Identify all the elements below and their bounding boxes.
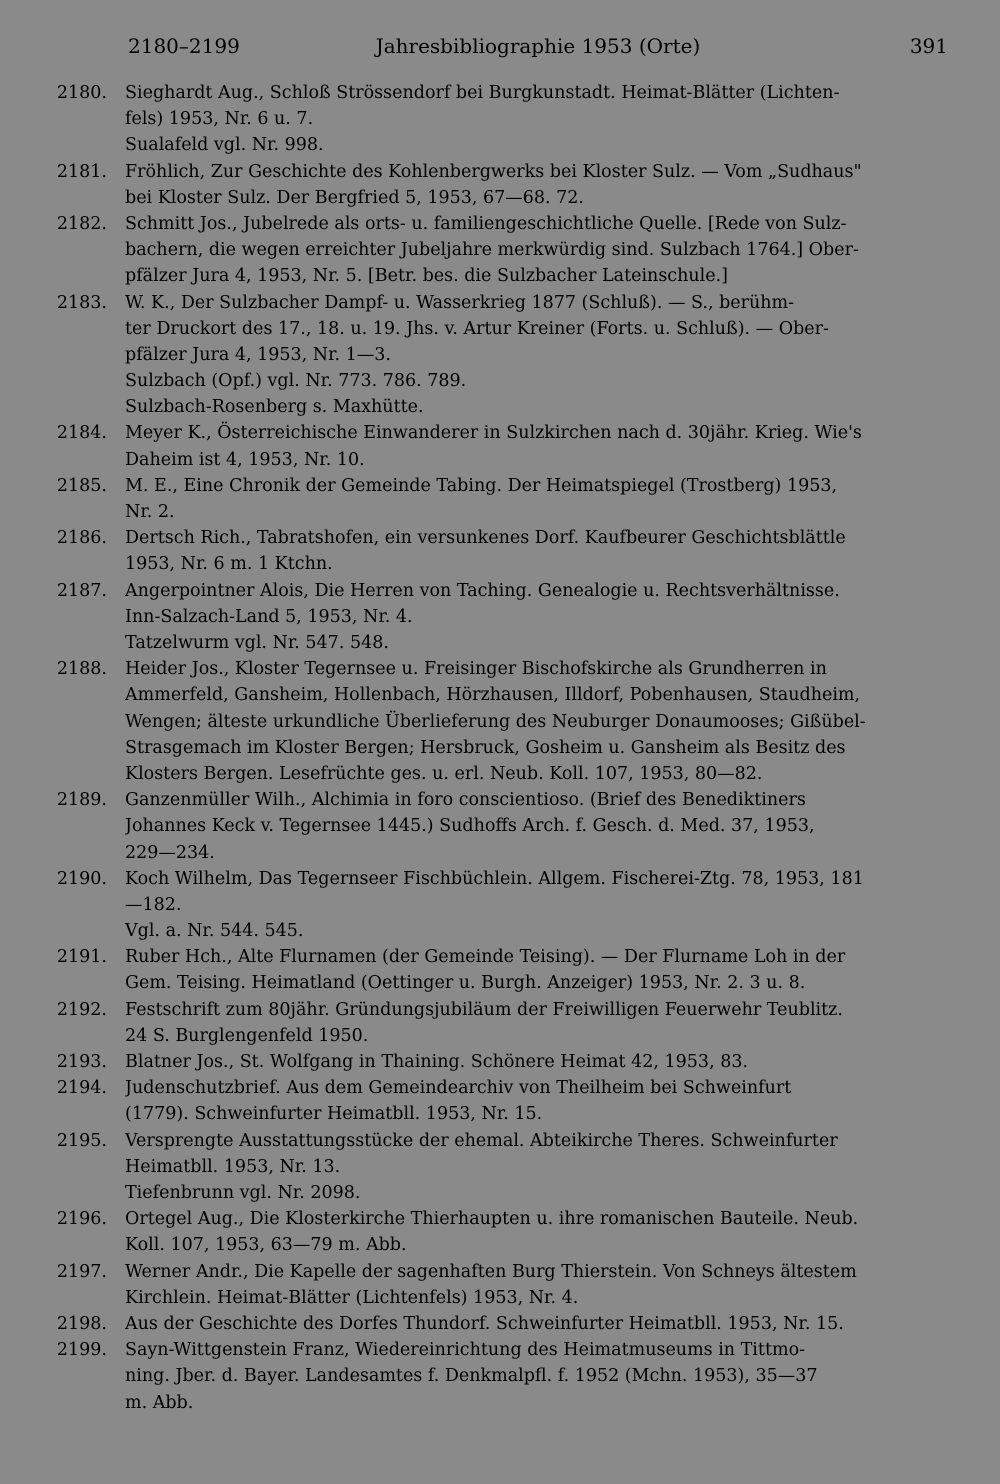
entry-number: 2186. — [56, 528, 107, 549]
entry-line: Heider Jos., Kloster Tegernsee u. Freisinger Bischofskirche als Grundherren in — [125, 659, 827, 680]
cross-reference-text: Sualafeld vgl. Nr. 998. — [125, 135, 324, 156]
entry-text — [125, 420, 948, 472]
bibliography-entry — [0, 211, 1000, 290]
entry-line: Schmitt Jos., Jubelrede als orts- u. familiengeschichtliche Quelle. [Rede von Sulz- — [125, 213, 847, 234]
entry-line: Kirchlein. Heimat-Blätter (Lichtenfels) 1953, Nr. 4. — [125, 1287, 579, 1308]
entry-line: m. Abb. — [125, 1392, 194, 1413]
cross-reference-text: Tatzelwurm vgl. Nr. 547. 548. — [125, 632, 389, 653]
entry-number: 2199. — [56, 1340, 107, 1361]
bibliography-entry — [0, 656, 1000, 787]
cross-reference-text: Vgl. a. Nr. 544. 545. — [125, 921, 304, 942]
entry-line: ning. Jber. d. Bayer. Landesamtes f. Denkmalpfl. f. 1952 (Mchn. 1953), 35—37 — [125, 1366, 818, 1387]
indent-spacer — [0, 918, 125, 944]
entry-line: —182. — [125, 894, 182, 915]
entry-number: 2183. — [56, 292, 107, 313]
entry-line: Ruber Hch., Alte Flurnamen (der Gemeinde Teising). — Der Flurname Loh in der — [125, 947, 846, 968]
bibliography-entry — [0, 1206, 1000, 1258]
page-number: 391 — [909, 34, 948, 58]
entry-line: pfälzer Jura 4, 1953, Nr. 5. [Betr. bes. die Sulzbacher Lateinschule.] — [125, 266, 728, 287]
entry-number: 2194. — [56, 1078, 107, 1099]
entry-line: Ammerfeld, Gansheim, Hollenbach, Hörzhausen, Illdorf, Pobenhausen, Staudheim, — [125, 685, 861, 706]
entry-line: pfälzer Jura 4, 1953, Nr. 1—3. — [125, 344, 391, 365]
entry-line: Heimatbll. 1953, Nr. 13. — [125, 1156, 341, 1177]
entry-line: Dertsch Rich., Tabratshofen, ein versunkenes Dorf. Kaufbeurer Geschichtsblättle — [125, 528, 846, 549]
entry-line: M. E., Eine Chronik der Gemeinde Tabing. Der Heimatspiegel (Trostberg) 1953, — [125, 475, 838, 496]
entry-text — [125, 997, 948, 1049]
entry-number: 2187. — [56, 580, 107, 601]
entry-text — [125, 866, 948, 918]
cross-reference — [0, 368, 1000, 394]
entry-line: Sieghardt Aug., Schloß Strössendorf bei Burgkunstadt. Heimat-Blätter (Lichten- — [125, 83, 840, 103]
bibliography-entry — [0, 578, 1000, 630]
entry-line: ter Druckort des 17., 18. u. 19. Jhs. v. Artur Kreiner (Forts. u. Schluß). — Ober- — [125, 318, 829, 339]
bibliography-entry — [0, 80, 1000, 132]
entry-line: Versprengte Ausstattungsstücke der ehemal. Abteikirche Theres. Schweinfurter — [125, 1130, 838, 1151]
entry-number: 2189. — [56, 790, 107, 811]
bibliography-list — [0, 80, 1000, 1416]
entry-number: 2182. — [56, 213, 107, 234]
entry-number: 2190. — [56, 868, 107, 889]
cross-reference-text: Sulzbach (Opf.) vgl. Nr. 773. 786. 789. — [125, 371, 467, 392]
entry-line: Gem. Teising. Heimatland (Oettinger u. Burgh. Anzeiger) 1953, Nr. 2. 3 u. 8. — [125, 973, 806, 994]
entry-number: 2181. — [56, 161, 107, 182]
entry-line: bachern, die wegen erreichter Jubeljahre merkwürdig sind. Sulzbach 1764.] Ober- — [125, 240, 859, 261]
entry-line: (1779). Schweinfurter Heimatbll. 1953, Nr. 15. — [125, 1104, 543, 1125]
entry-number: 2198. — [56, 1313, 107, 1334]
entry-line: Johannes Keck v. Tegernsee 1445.) Sudhoffs Arch. f. Gesch. d. Med. 37, 1953, — [125, 816, 815, 837]
bibliography-entry — [0, 944, 1000, 996]
bibliography-entry — [0, 1128, 1000, 1180]
entry-line: Festschrift zum 80jähr. Gründungsjubiläum der Freiwilligen Feuerwehr Teublitz. — [125, 999, 843, 1020]
entry-text — [125, 211, 948, 290]
entry-number: 2197. — [56, 1261, 107, 1282]
entry-line: Inn-Salzach-Land 5, 1953, Nr. 4. — [125, 606, 413, 627]
entry-text — [125, 656, 948, 787]
cross-reference — [0, 394, 1000, 420]
entry-range: 2180–2199 — [128, 34, 240, 58]
indent-spacer — [0, 1180, 125, 1206]
entry-line: 229—234. — [125, 842, 215, 863]
bibliography-entry — [0, 473, 1000, 525]
entry-text — [125, 1075, 948, 1127]
cross-reference — [0, 1180, 1000, 1206]
cross-reference — [0, 132, 1000, 158]
bibliography-entry — [0, 525, 1000, 577]
entry-number: 2184. — [56, 423, 107, 444]
entry-line: 24 S. Burglengenfeld 1950. — [125, 1025, 369, 1046]
entry-text — [125, 787, 948, 866]
entry-number: 2188. — [56, 659, 107, 680]
bibliography-entry — [0, 1311, 1000, 1337]
entry-text — [125, 290, 948, 369]
cross-reference-text: Sulzbach-Rosenberg s. Maxhütte. — [125, 397, 424, 418]
bibliography-entry — [0, 290, 1000, 369]
entry-text — [125, 1259, 948, 1311]
bibliography-entry — [0, 866, 1000, 918]
entry-text — [125, 1337, 948, 1416]
entry-text — [125, 1049, 948, 1075]
entry-number: 2193. — [56, 1052, 107, 1073]
entry-line: Meyer K., Österreichische Einwanderer in Sulzkirchen nach d. 30jähr. Krieg. Wie's — [125, 423, 862, 444]
entry-line: Ortegel Aug., Die Klosterkirche Thierhaupten u. ihre romanischen Bauteile. Neub. — [125, 1209, 859, 1230]
indent-spacer — [0, 132, 125, 158]
entry-number: 2195. — [56, 1130, 107, 1151]
bibliography-entry — [0, 1259, 1000, 1311]
entry-text — [125, 473, 948, 525]
entry-line: Angerpointner Alois, Die Herren von Taching. Genealogie u. Rechtsverhältnisse. — [125, 580, 840, 601]
entry-text — [125, 159, 948, 211]
entry-line: Klosters Bergen. Lesefrüchte ges. u. erl. Neub. Koll. 107, 1953, 80—82. — [125, 763, 763, 784]
entry-text — [125, 1128, 948, 1180]
bibliography-entry — [0, 1337, 1000, 1416]
entry-number: 2196. — [56, 1209, 107, 1230]
entry-line: 1953, Nr. 6 m. 1 Ktchn. — [125, 554, 333, 575]
bibliography-entry — [0, 787, 1000, 866]
entry-line: Judenschutzbrief. Aus dem Gemeindearchiv von Theilheim bei Schweinfurt — [125, 1078, 792, 1099]
bibliography-entry — [0, 420, 1000, 472]
entry-line: Sayn-Wittgenstein Franz, Wiedereinrichtung des Heimatmuseums in Tittmo- — [125, 1340, 806, 1361]
entry-text — [125, 525, 948, 577]
entry-text — [125, 1206, 948, 1258]
running-title: Jahresbibliographie 1953 (Orte) — [375, 34, 701, 58]
entry-line: bei Kloster Sulz. Der Bergfried 5, 1953, 67—68. 72. — [125, 187, 584, 208]
entry-line: Koll. 107, 1953, 63—79 m. Abb. — [125, 1235, 407, 1256]
entry-line: Daheim ist 4, 1953, Nr. 10. — [125, 449, 365, 470]
entry-line: Nr. 2. — [125, 502, 175, 523]
entry-line: Werner Andr., Die Kapelle der sagenhaften Burg Thierstein. Von Schneys ältestem — [125, 1261, 857, 1282]
entry-text — [125, 80, 948, 132]
indent-spacer — [0, 368, 125, 394]
entry-number: 2180. — [56, 83, 107, 103]
bibliography-entry — [0, 997, 1000, 1049]
entry-line: Wengen; älteste urkundliche Überlieferung des Neuburger Donaumooses; Gißübel- — [125, 711, 866, 732]
entry-text — [125, 944, 948, 996]
indent-spacer — [0, 630, 125, 656]
bibliography-entry — [0, 1049, 1000, 1075]
entry-line: Strasgemach im Kloster Bergen; Hersbruck, Gosheim u. Gansheim als Besitz des — [125, 737, 846, 758]
entry-line: Fröhlich, Zur Geschichte des Kohlenbergwerks bei Kloster Sulz. — Vom „Sudhaus" — [125, 161, 862, 182]
entry-text — [125, 578, 948, 630]
bibliography-entry — [0, 1075, 1000, 1127]
entry-number: 2191. — [56, 947, 107, 968]
cross-reference — [0, 630, 1000, 656]
running-header — [128, 30, 948, 62]
entry-line: Ganzenmüller Wilh., Alchimia in foro conscientioso. (Brief des Benediktiners — [125, 790, 806, 811]
entry-line: Koch Wilhelm, Das Tegernseer Fischbüchlein. Allgem. Fischerei-Ztg. 78, 1953, 181 — [125, 868, 864, 889]
indent-spacer — [0, 394, 125, 420]
entry-line: fels) 1953, Nr. 6 u. 7. — [125, 109, 314, 130]
entry-number: 2185. — [56, 475, 107, 496]
entry-text — [125, 1311, 948, 1337]
entry-line: Blatner Jos., St. Wolfgang in Thaining. Schönere Heimat 42, 1953, 83. — [125, 1052, 749, 1073]
entry-line: Aus der Geschichte des Dorfes Thundorf. Schweinfurter Heimatbll. 1953, Nr. 15. — [125, 1313, 844, 1334]
cross-reference — [0, 918, 1000, 944]
entry-number: 2192. — [56, 999, 107, 1020]
cross-reference-text: Tiefenbrunn vgl. Nr. 2098. — [125, 1182, 361, 1203]
entry-line: W. K., Der Sulzbacher Dampf- u. Wasserkrieg 1877 (Schluß). — S., berühm- — [125, 292, 795, 313]
bibliography-entry — [0, 159, 1000, 211]
